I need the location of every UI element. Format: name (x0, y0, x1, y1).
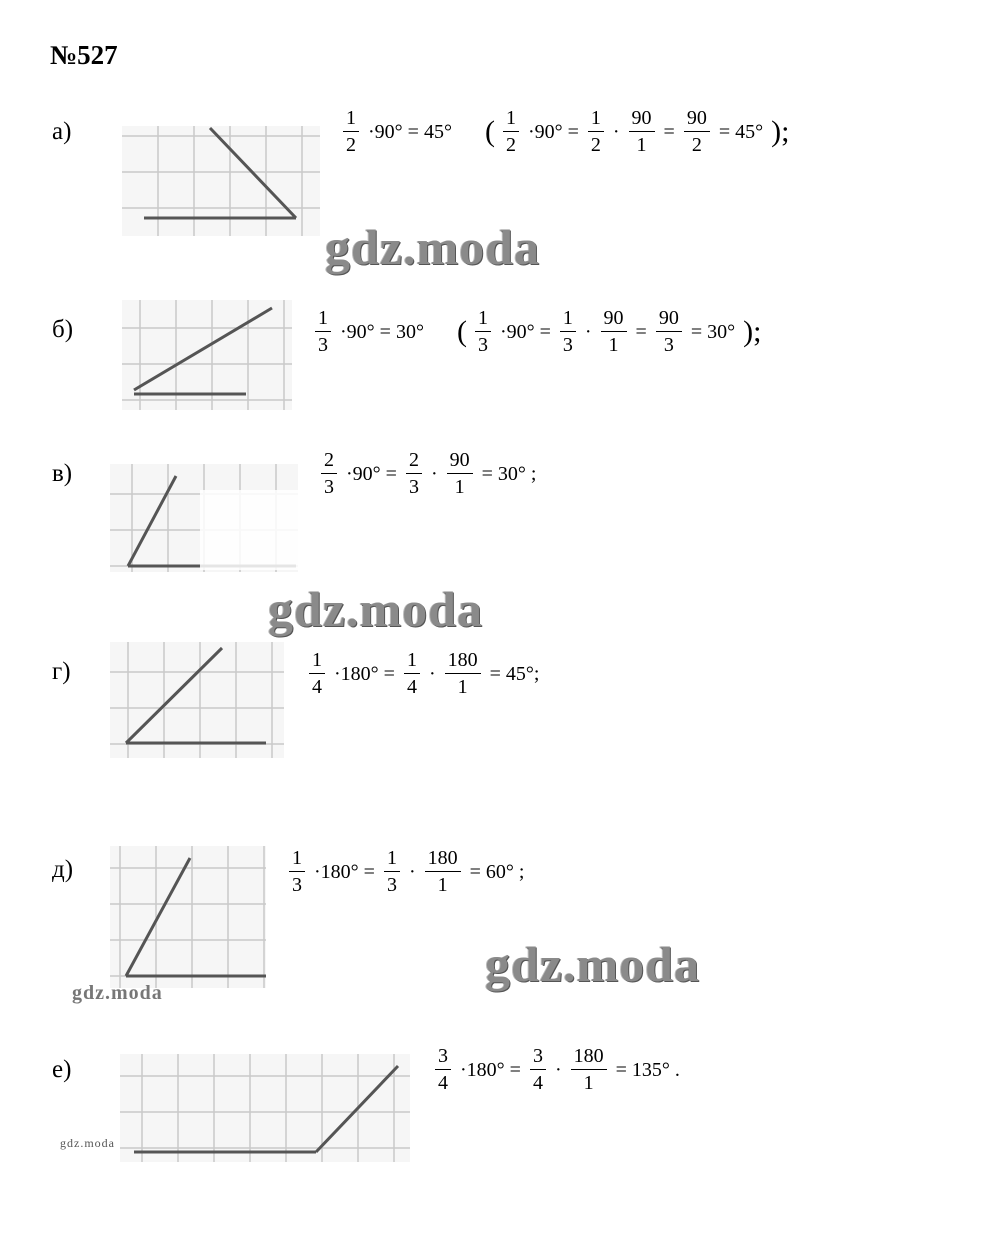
angle-sketch-d (110, 846, 266, 988)
watermark-4: gdz.moda (485, 936, 700, 992)
watermark-5: gdz.moda (60, 1136, 115, 1150)
angle-sketch-g (110, 642, 284, 758)
label-v: в) (52, 460, 73, 487)
watermark-1: gdz.moda (325, 219, 540, 275)
formula-d: $\frac{1}{3}$ ·180° = $\frac{1}{3}$ · $\frac{180}{1}$ = 60° ; (286, 848, 527, 895)
label-e: е) (52, 1056, 72, 1083)
problem-number: №527 (50, 40, 118, 70)
angle-sketch-b (122, 300, 292, 410)
formula-a: $\frac{1}{2}$ ·90° = 45° ( $\frac{1}{2}$ ·90° = $\frac{1}{2}$ · $\frac{90}{1}$ = $\frac{90}{2}$ = 45° ); (340, 108, 791, 155)
formula-b: $\frac{1}{3}$ ·90° = 30° ( $\frac{1}{3}$ ·90° = $\frac{1}{3}$ · $\frac{90}{1}$ = $\frac{90}{3}$ = 30° ); (312, 308, 763, 355)
label-d: д) (52, 856, 74, 883)
formula-v: $\frac{2}{3}$ ·90° = $\frac{2}{3}$ · $\frac{90}{1}$ = 30° ; (318, 450, 539, 497)
smudge (200, 490, 300, 570)
angle-sketch-e (120, 1054, 410, 1162)
angle-sketch-a (122, 126, 320, 236)
label-b: б) (52, 316, 74, 343)
label-g: г) (52, 658, 71, 685)
formula-g: $\frac{1}{4}$ ·180° = $\frac{1}{4}$ · $\frac{180}{1}$ = 45°; (306, 650, 542, 697)
watermark-3: gdz.moda (72, 982, 163, 1004)
watermark-2: gdz.moda (268, 581, 483, 637)
label-a: а) (52, 118, 72, 145)
formula-e: $\frac{3}{4}$ ·180° = $\frac{3}{4}$ · $\frac{180}{1}$ = 135° . (432, 1046, 683, 1093)
